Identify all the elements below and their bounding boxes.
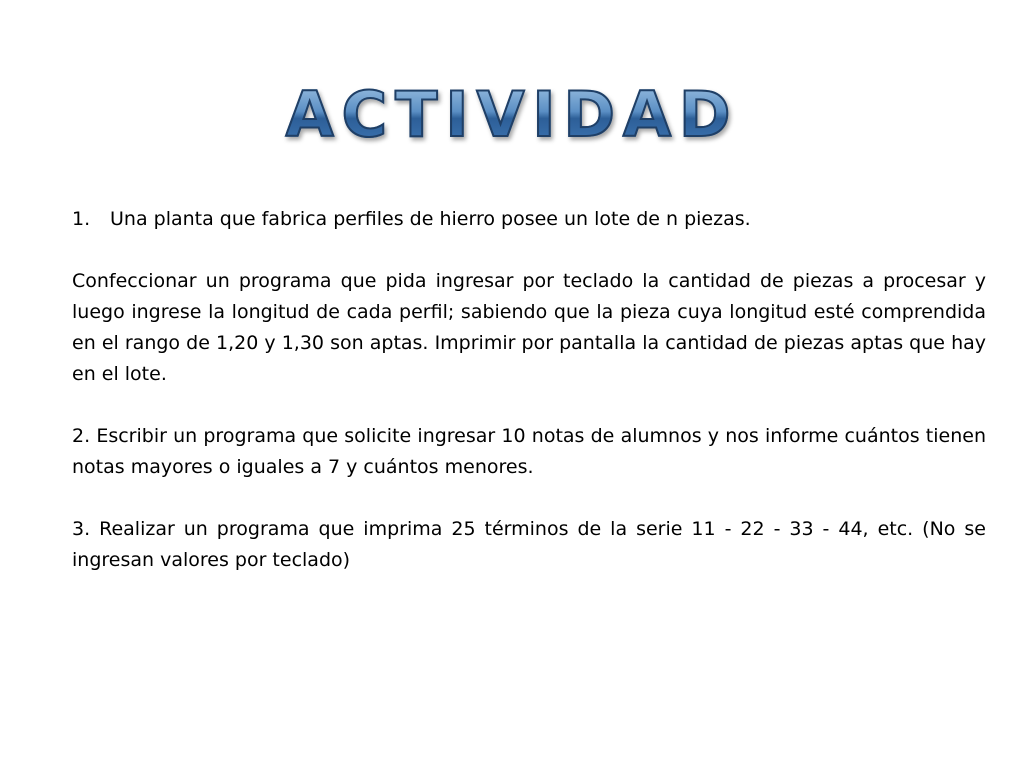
spacer — [72, 235, 986, 266]
item-1-heading-text: Una planta que fabrica perfiles de hierro posee un lote de n piezas. — [110, 208, 751, 230]
spacer — [72, 483, 986, 514]
item-1-body: Confeccionar un programa que pida ingresar por teclado la cantidad de piezas a procesar y luego ingrese la longitud de cada perfil; sabiendo que la pieza cuya longitud esté comprendida en el rango de 1,20 y 1,30 son aptas. Imprimir por pantalla la cantidad de piezas aptas que hay en el lote. — [72, 270, 986, 385]
item-2-text: 2. Escribir un programa que solicite ingresar 10 notas de alumnos y nos informe cuántos tienen notas mayores o iguales a 7 y cuántos menores. — [72, 425, 986, 478]
item-1-heading — [72, 204, 986, 235]
item-3-text: 3. Realizar un programa que imprima 25 términos de la serie 11 - 22 - 33 - 44, etc. (No se ingresan valores por teclado) — [72, 518, 986, 571]
spacer — [72, 390, 986, 421]
slide-title: ACTIVIDAD — [285, 78, 739, 151]
slide-content — [72, 204, 986, 576]
item-1-number: 1. — [72, 208, 91, 230]
title-area — [0, 80, 1024, 150]
